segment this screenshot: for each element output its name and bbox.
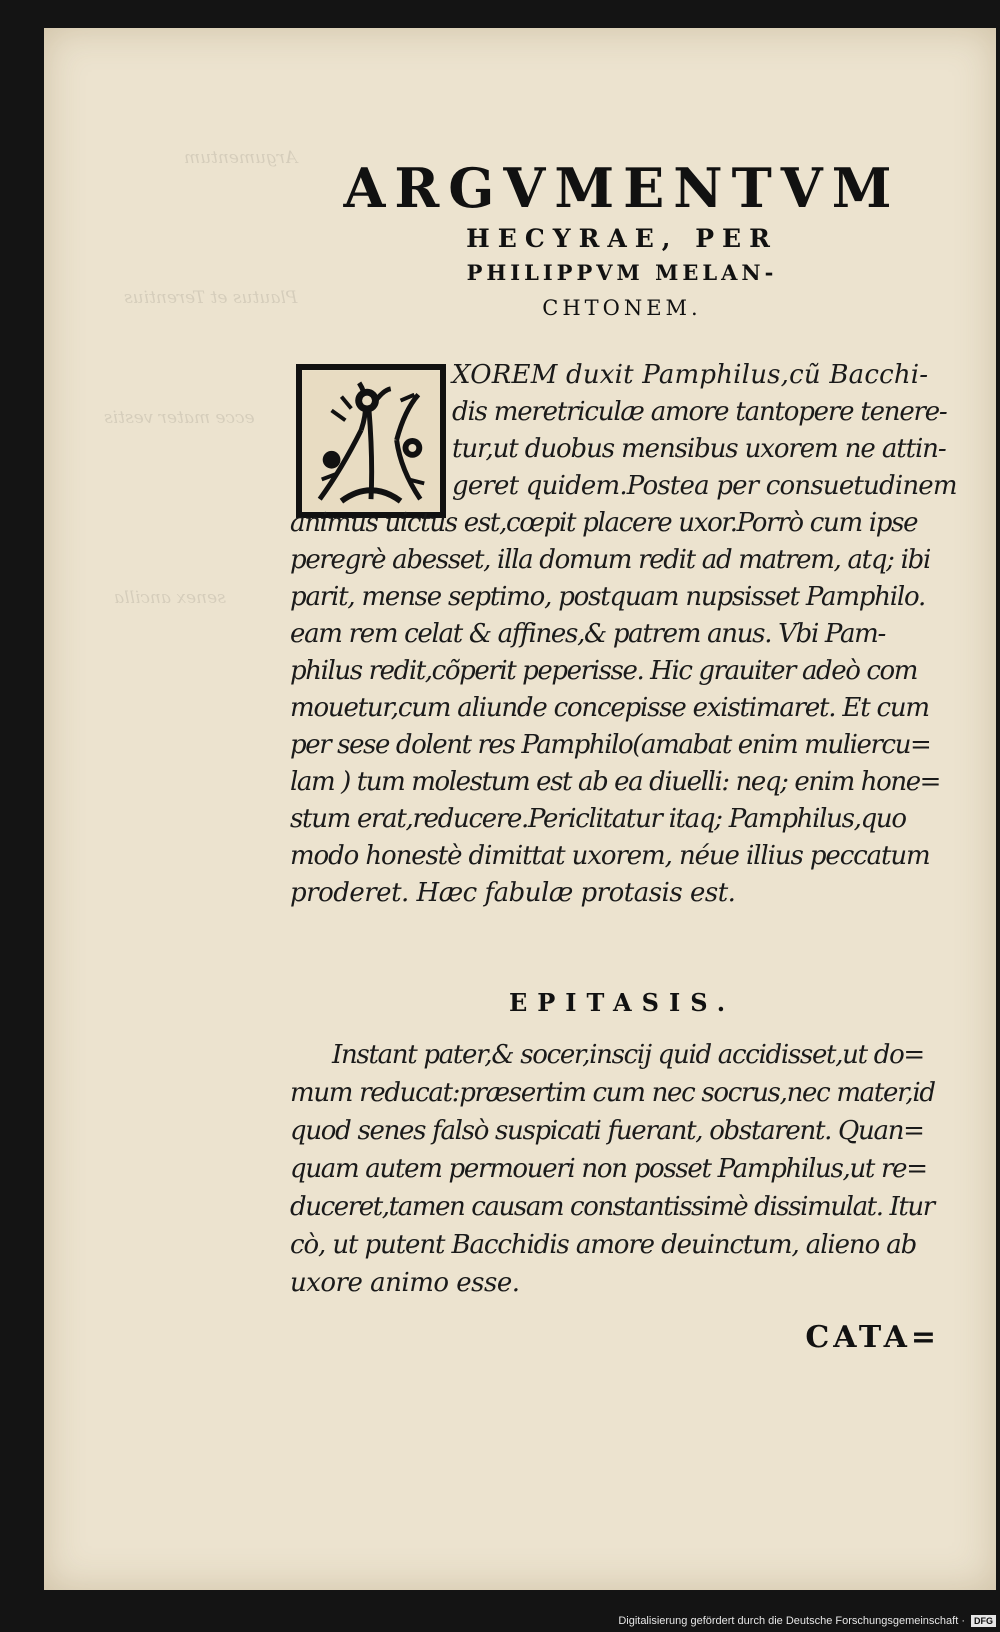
title-line-1: ARGVMENTVM: [343, 156, 901, 220]
title-line-2: HECYRAE, PER: [466, 224, 778, 253]
catchword: CATA=: [805, 1320, 940, 1355]
argument-line: tur,ut duobus mensibus uxorem ne attin-: [452, 434, 946, 464]
argument-line: eam rem celat & affines,& patrem anus. Vbi Pam-: [290, 619, 885, 649]
argument-line: modo honestè dimittat uxorem, néue illius peccatum: [290, 841, 930, 871]
argument-line: dis meretriculæ amore tantopere tenere-: [452, 397, 947, 427]
epitasis-line: mum reducat:præsertim cum nec socrus,nec mater,id: [290, 1078, 935, 1108]
argument-line: peregrè abesset, illa domum redit ad matrem, atq; ibi: [290, 545, 930, 575]
flower-woodcut-icon: [302, 370, 440, 512]
argument-line: geret quidem.Postea per consuetudinem: [452, 471, 957, 501]
argument-line: mouetur,cum aliunde concepisse existimaret. Et cum: [290, 693, 929, 723]
title-line-4: CHTONEM.: [542, 296, 702, 320]
footer-credit: Digitalisierung gefördert durch die Deutsche Forschungsgemeinschaft ·: [618, 1615, 965, 1627]
argument-line: lam ) tum molestum est ab ea diuelli: neq; enim hone=: [290, 767, 941, 797]
epitasis-line: quam autem permoueri non posset Pamphilus,ut re=: [290, 1154, 927, 1184]
bleed-through-text: Argumentum: [184, 148, 298, 168]
dfg-logo-icon: DFG: [971, 1615, 996, 1627]
digitization-footer: [618, 1612, 996, 1630]
decorated-initial-flower-woodcut-icon: [296, 364, 446, 518]
section-heading: EPITASIS.: [508, 988, 736, 1017]
argument-line: per sese dolent res Pamphilo(amabat enim muliercu=: [290, 730, 931, 760]
argument-line: stum erat,reducere.Periclitatur itaq; Pamphilus,quo: [290, 804, 906, 834]
bleed-through-text: ecce mater vestis: [104, 408, 255, 428]
argument-line: parit, mense septimo, postquam nupsisset Pamphilo.: [290, 582, 926, 612]
argument-line: XOREM duxit Pamphilus,cũ Bacchi-: [452, 360, 929, 390]
epitasis-line: Instant pater,& socer,inscij quid accidisset,ut do=: [332, 1040, 924, 1070]
bleed-through-text: senex ancilla: [114, 588, 226, 608]
argument-line: proderet. Hæc fabulæ protasis est.: [290, 878, 736, 908]
epitasis-line: uxore animo esse.: [290, 1268, 520, 1298]
epitasis-line: quod senes falsò suspicati fuerant, obstarent. Quan=: [290, 1116, 924, 1146]
argument-line: philus redit,cõperit peperisse. Hic grauiter adeò com: [290, 656, 918, 686]
epitasis-line: duceret,tamen causam constantissimè dissimulat. Itur: [290, 1192, 934, 1222]
title-line-3: PHILIPPVM MELAN-: [466, 260, 778, 285]
argument-line: animus uictus est,cœpit placere uxor.Porrò cum ipse: [290, 508, 918, 538]
bleed-through-text: Plautus et Terentius: [124, 288, 298, 308]
epitasis-line: cò, ut putent Bacchidis amore deuinctum, alieno ab: [290, 1230, 917, 1260]
